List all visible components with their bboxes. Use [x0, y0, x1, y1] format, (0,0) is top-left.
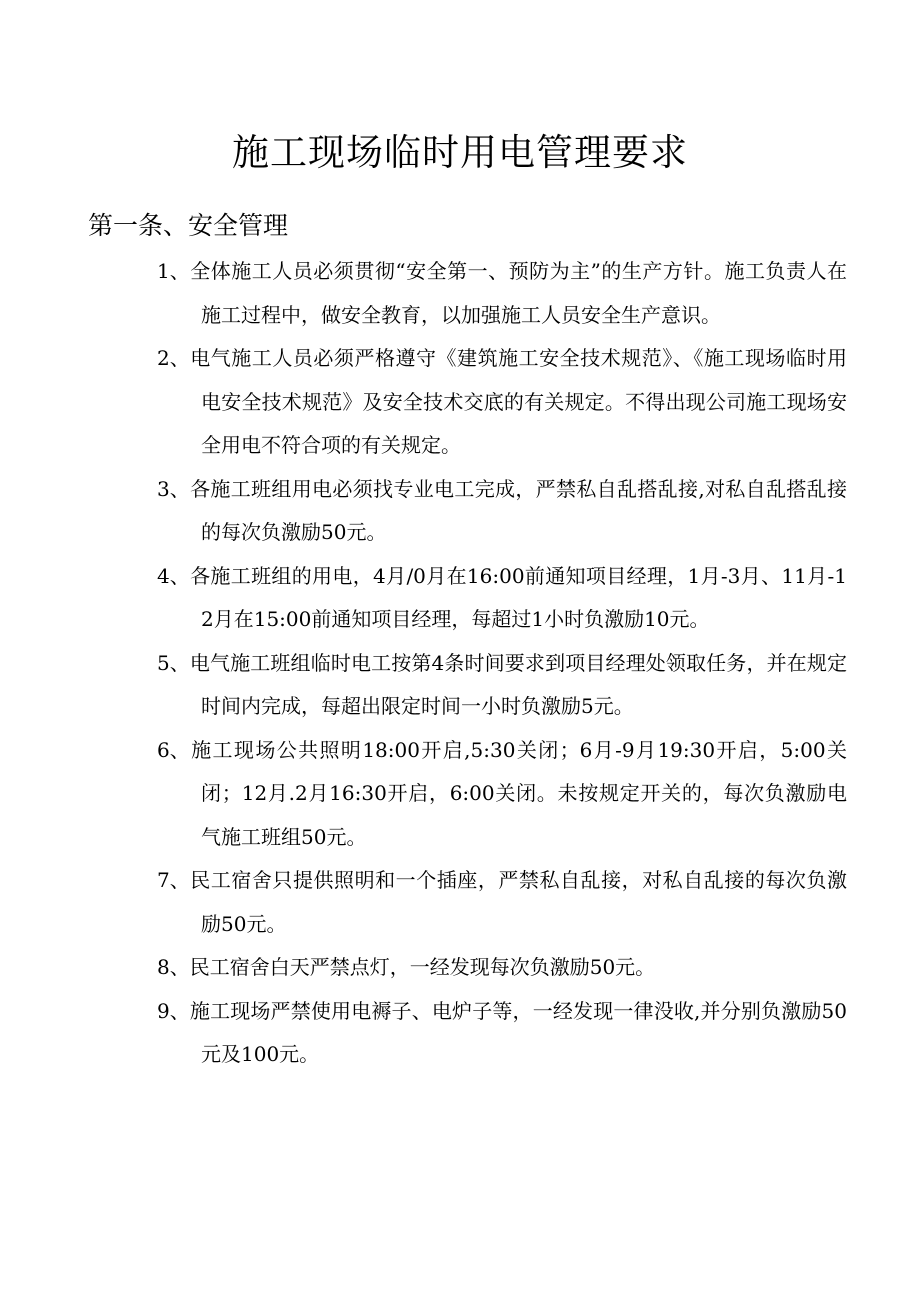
item-number: 9、 [157, 998, 190, 1023]
item-text: 施工现场严禁使用电褥子、电炉子等，一经发现一律没收,并分别负激励50元及100元。 [189, 998, 847, 1066]
list-item [157, 990, 847, 1077]
item-number: 2、 [157, 346, 190, 370]
item-number: 6、 [157, 737, 190, 762]
item-text: 民工宿舍白天严禁点灯，一经发现每次负激励50元。 [189, 955, 656, 979]
item-number: 4、 [157, 563, 190, 588]
item-text: 全体施工人员必须贯彻“安全第一、预防为主”的生产方针。施工负责人在施工过程中，做安全教育，以加强施工人员安全生产意识。 [189, 259, 847, 327]
item-number: 3、 [157, 476, 190, 501]
item-text: 各施工班组用电必须找专业电工完成，严禁私自乱搭乱接,对私自乱搭乱接的每次负激励50元。 [189, 476, 847, 544]
item-text: 施工现场公共照明18:00开启,5:30关闭；6月-9月19:30开启，5:00关闭；12月.2月16:30开启，6:00关闭。未按规定开关的，每次负激励电气施工班组50元。 [189, 737, 847, 849]
item-number: 7、 [157, 868, 190, 892]
rules-list [157, 250, 847, 1077]
item-text: 电气施工人员必须严格遵守《建筑施工安全技术规范》、《施工现场临时用电安全技术规范》及安全技术交底的有关规定。不得出现公司施工现场安全用电不符合项的有关规定。 [189, 346, 847, 457]
item-number: 5、 [157, 650, 190, 675]
item-text: 各施工班组的用电，4月/0月在16:00前通知项目经理，1月-3月、11月-12月在15:00前通知项目经理，每超过1小时负激励10元。 [189, 563, 847, 631]
list-item [157, 642, 847, 729]
list-item [157, 555, 847, 642]
list-item [157, 859, 847, 946]
list-item [157, 250, 847, 337]
list-item [157, 337, 847, 468]
list-item [157, 468, 847, 555]
item-number: 8、 [157, 955, 190, 979]
list-item [157, 729, 847, 860]
document-title: 施工现场临时用电管理要求 [232, 131, 688, 174]
item-number: 1、 [157, 259, 190, 283]
item-text: 电气施工班组临时电工按第4条时间要求到项目经理处领取任务，并在规定时间内完成，每超出限定时间一小时负激励5元。 [189, 650, 847, 718]
section-heading: 第一条、安全管理 [88, 211, 289, 240]
list-item [157, 946, 847, 990]
item-text: 民工宿舍只提供照明和一个插座，严禁私自乱接，对私自乱接的每次负激励50元。 [189, 868, 847, 936]
